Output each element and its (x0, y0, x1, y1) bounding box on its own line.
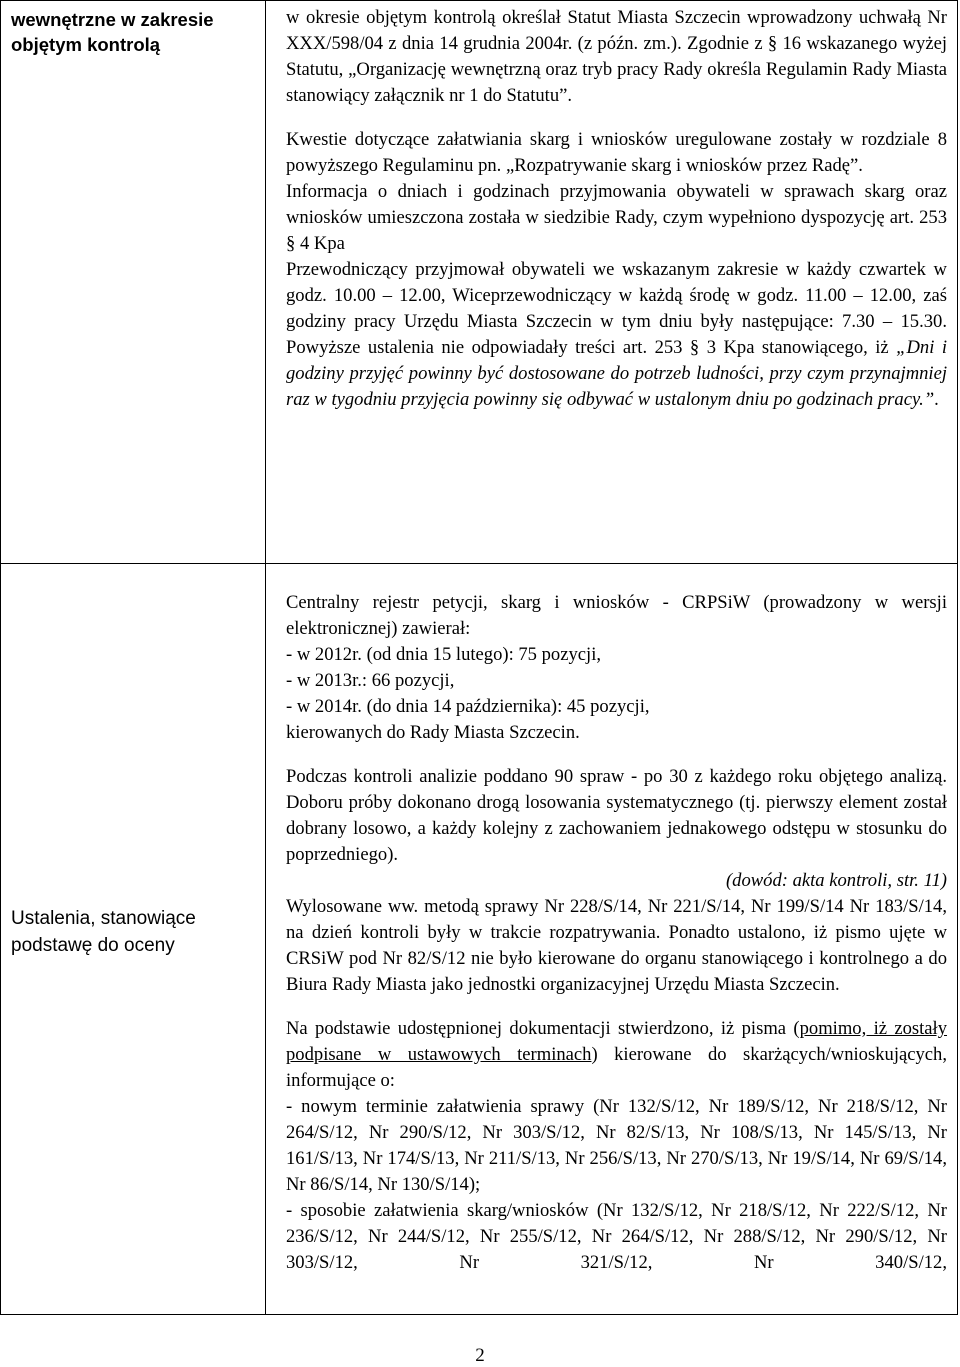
list-item-new-term: - nowym terminie załatwienia sprawy (Nr 132/S/12, Nr 189/S/12, Nr 218/S/12, Nr 264/S/12, Nr 290/S/12, Nr 303/S/12, Nr 82/S/13, Nr 108/S/13, Nr 145/S/13, Nr 161/S/13, Nr 174/S/13, Nr 211/S/13, Nr 256/S/13, Nr 270/S/13, Nr 19/S/14, Nr 69/S/14, Nr 86/S/14, Nr 130/S/14); (286, 1096, 947, 1195)
register-line: - w 2013r.: 66 pozycji, (286, 670, 455, 691)
evidence-reference: (dowód: akta kontroli, str. 11) (725, 870, 947, 891)
register-line: - w 2012r. (od dnia 15 lutego): 75 pozycji, (286, 644, 602, 665)
page-number: 2 (475, 1345, 485, 1366)
row-label-findings: Ustalenia, stanowiące podstawę do oceny (11, 908, 196, 956)
row-label-internal: wewnętrzne w zakresie objętym kontrolą (11, 9, 214, 55)
basis-after: ) kierowane do skarżących/wnioskujących, informujące o: (286, 1044, 947, 1091)
kpa-quote: „Dni i godziny przyjęć powinny być dostosowane do potrzeb ludności, przy czym przynajmniej raz w tygodniu przyjęcia powinny się odbywać w ustalonym dniu po godzinach pracy.” (286, 337, 948, 410)
row-label-cell (1, 564, 266, 1315)
row-label-cell (1, 1, 266, 564)
paragraph-complaints-rules: Kwestie dotyczące załatwiania skarg i wniosków uregulowane zostały w rozdziale 8 powyższego Regulaminu pn. „Rozpatrywanie skarg i wniosków przez Radę”. (286, 129, 947, 176)
basis-underlined: pomimo, iż zostały podpisane w ustawowych terminach (286, 1018, 948, 1065)
table-row (1, 1, 958, 564)
row-content-cell (266, 1, 958, 564)
register-line: - w 2014r. (do dnia 14 października): 45 pozycji, (286, 696, 650, 717)
list-item-method: - sposobie załatwienia skarg/wniosków (Nr 132/S/12, Nr 218/S/12, Nr 222/S/12, Nr 236/S/12, Nr 244/S/12, Nr 255/S/12, Nr 264/S/12, Nr 288/S/12, Nr 290/S/12, Nr 303/S/12, Nr 321/S/12, Nr 340/S/12, (286, 1200, 947, 1273)
reception-hours-end: . (934, 389, 939, 410)
paragraph-reception-hours (286, 257, 947, 413)
paragraph-statute: w okresie objętym kontrolą określał Statut Miasta Szczecin wprowadzony uchwałą Nr XXX/598/04 z dnia 14 grudnia 2004r. (z późn. zm.). Zgodnie z § 16 wskazanego wyżej Statutu, „Organizację wewnętrzną oraz tryb pracy Rady określa Regulamin Rady Miasta stanowiący załącznik nr 1 do Statutu”. (286, 7, 947, 106)
reception-hours-text: Przewodniczący przyjmował obywateli we wskazanym zakresie w każdy czwartek w godz. 10.00 – 12.00, Wiceprzewodniczący w każdą środę w godz. 11.00 – 12.00, zaś godziny pracy Urzędu Miasta Szczecin w tym dniu były następujące: 7.30 – 15.30. Powyższe ustalenia nie odpowiadały treści art. 253 § 3 Kpa stanowiącego, iż (286, 259, 947, 358)
paragraph-register-intro: Centralny rejestr petycji, skarg i wniosków - CRPSiW (prowadzony w wersji elektronicznej) zawierał: (286, 592, 947, 639)
register-line: kierowanych do Rady Miasta Szczecin. (286, 722, 580, 743)
row-content-cell (266, 564, 958, 1315)
paragraph-sample: Podczas kontroli analizie poddano 90 spraw - po 30 z każdego roku objętego analizą. Doboru próby dokonano drogą losowania systematycznego (tj. pierwszy element został dobrany losowo, a każdy kolejny z zachowaniem jednakowego odstępu w stosunku do poprzedniego). (286, 766, 947, 865)
paragraph-reception-info: Informacja o dniach i godzinach przyjmowania obywateli w sprawach skarg oraz wniosków umieszczona została w siedzibie Rady, czym wypełniono dyspozycję art. 253 § 4 Kpa (286, 181, 947, 254)
table-row (1, 564, 958, 1315)
paragraph-basis (286, 1016, 947, 1094)
basis-before: Na podstawie udostępnionej dokumentacji stwierdzono, iż pisma ( (286, 1018, 800, 1039)
paragraph-drawn-cases: Wylosowane ww. metodą sprawy Nr 228/S/14, Nr 221/S/14, Nr 199/S/14 Nr 183/S/14, na dzień kontroli były w trakcie rozpatrywania. Ponadto ustalono, iż pismo ujęte w CRSiW pod Nr 82/S/12 nie było kierowane do organu stanowiącego i kontrolnego a do Biura Rady Miasta jako jednostki organizacyjnej Urzędu Miasta Szczecin. (286, 896, 947, 995)
evidence-line (286, 868, 947, 894)
